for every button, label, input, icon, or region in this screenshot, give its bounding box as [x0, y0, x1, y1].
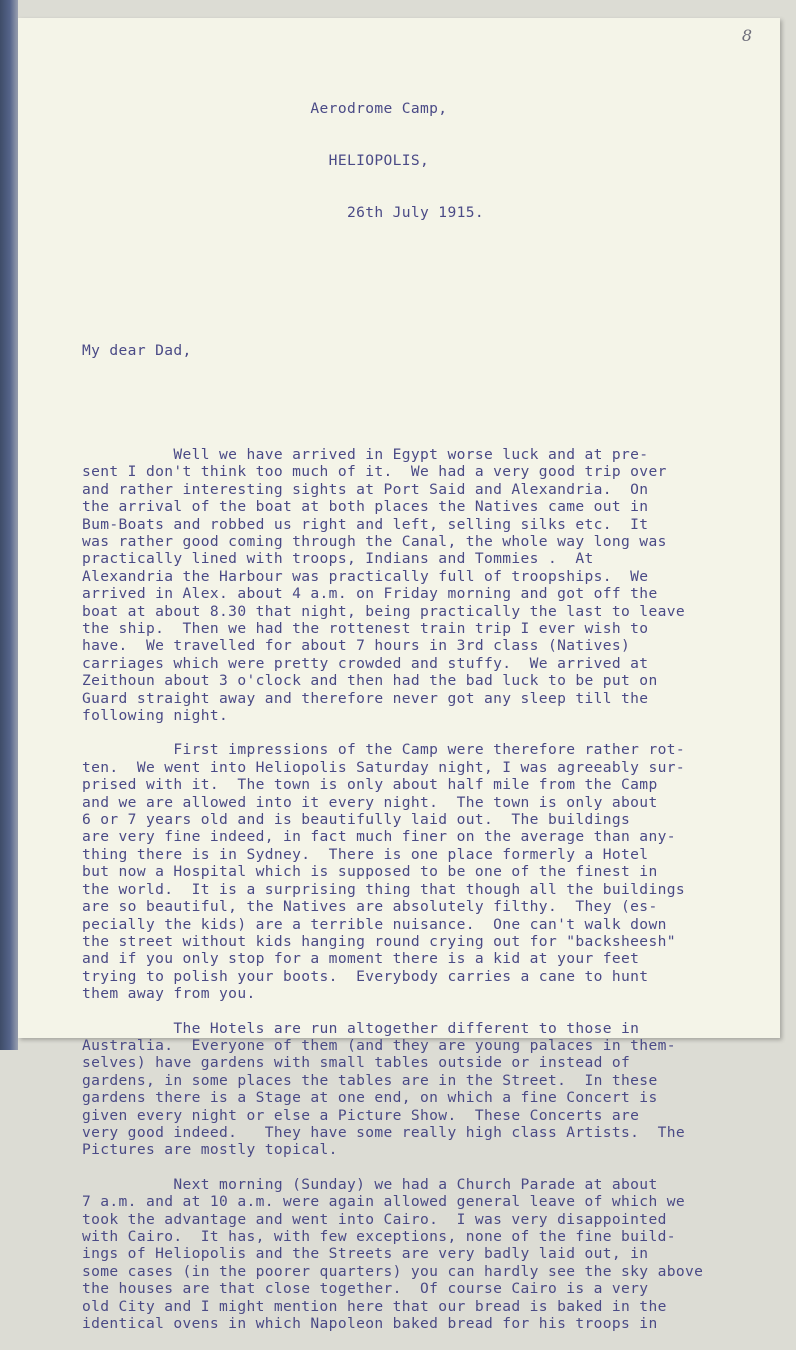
letter-line: boat at about 8.30 that night, being practically the last to leave: [82, 602, 685, 620]
letter-line: The Hotels are run altogether different to those in: [82, 1019, 640, 1037]
letter-line: the arrival of the boat at both places the Natives came out in: [82, 498, 649, 516]
book-binding-edge: [0, 0, 18, 1050]
address-line: 26th July 1915.: [82, 204, 484, 222]
letter-line: was rather good coming through the Canal, the whole way long was: [82, 532, 667, 550]
letter-line: very good indeed. They have some really high class Artists. The: [82, 1123, 685, 1141]
letter-paragraph: [82, 1020, 796, 1159]
letter-line: Pictures are mostly topical.: [82, 1141, 338, 1159]
letter-line: have. We travelled for about 7 hours in 3rd class (Natives): [82, 637, 631, 655]
letter-line: and we are allowed into it every night. The town is only about: [82, 793, 658, 811]
letter-paragraph: [82, 446, 796, 725]
letter-line: Next morning (Sunday) we had a Church Parade at about: [82, 1175, 658, 1193]
letter-line: are so beautiful, the Natives are absolutely filthy. They (es-: [82, 898, 658, 916]
letter-address: [82, 65, 796, 256]
letter-paragraph: [82, 741, 796, 1002]
letter-line: thing there is in Sydney. There is one place formerly a Hotel: [82, 845, 649, 863]
letter-line: are very fine indeed, in fact much finer on the average than any-: [82, 828, 676, 846]
letter-line: and if you only stop for a moment there is a kid at your feet: [82, 950, 640, 968]
letter-line: Bum-Boats and robbed us right and left, selling silks etc. It: [82, 515, 649, 533]
page-number: 8: [741, 26, 752, 45]
letter-line: Zeithoun about 3 o'clock and then had the bad luck to be put on: [82, 672, 658, 690]
letter-line: ings of Heliopolis and the Streets are very badly laid out, in: [82, 1245, 649, 1263]
address-line: HELIOPOLIS,: [82, 151, 430, 169]
letter-line: Alexandria the Harbour was practically full of troopships. We: [82, 567, 649, 585]
letter-line: Australia. Everyone of them (and they are young palaces in them-: [82, 1036, 676, 1054]
letter-line: given every night or else a Picture Show. These Concerts are: [82, 1106, 640, 1124]
letter-line: 6 or 7 years old and is beautifully laid out. The buildings: [82, 811, 631, 829]
letter-line: the street without kids hanging round crying out for "backsheesh": [82, 932, 676, 950]
letter-line: sent I don't think too much of it. We had a very good trip over: [82, 463, 667, 481]
letter-line: ten. We went into Heliopolis Saturday night, I was agreeably sur-: [82, 758, 685, 776]
letter-line: Guard straight away and therefore never got any sleep till the: [82, 689, 649, 707]
letter-line: them away from you.: [82, 985, 256, 1003]
typed-letter: [82, 30, 796, 1350]
letter-line: gardens, in some places the tables are in the Street. In these: [82, 1071, 658, 1089]
letter-line: with Cairo. It has, with few exceptions, none of the fine build-: [82, 1228, 676, 1245]
letter-body: [82, 446, 796, 1333]
letter-line: First impressions of the Camp were therefore rather rot-: [82, 741, 685, 759]
letter-line: trying to polish your boots. Everybody carries a cane to hunt: [82, 967, 649, 985]
letter-line: pecially the kids) are a terrible nuisance. One can't walk down: [82, 915, 667, 933]
letter-line: following night.: [82, 707, 229, 725]
letter-line: carriages which were pretty crowded and stuffy. We arrived at: [82, 654, 649, 672]
letter-line: and rather interesting sights at Port Said and Alexandria. On: [82, 480, 649, 498]
letter-line: prised with it. The town is only about half mile from the Camp: [82, 776, 658, 794]
letter-line: gardens there is a Stage at one end, on which a fine Concert is: [82, 1089, 658, 1107]
letter-line: some cases (in the poorer quarters) you can hardly see the sky above: [82, 1262, 704, 1280]
letter-line: 7 a.m. and at 10 a.m. were again allowed general leave of which we: [82, 1193, 685, 1211]
letter-line: identical ovens in which Napoleon baked bread for his troops in: [82, 1315, 658, 1333]
letter-line: Well we have arrived in Egypt worse luck and at pre-: [82, 445, 649, 463]
letter-paragraph: [82, 1176, 796, 1333]
letter-line: but now a Hospital which is supposed to be one of the finest in: [82, 863, 658, 881]
letter-line: the world. It is a surprising thing that though all the buildings: [82, 880, 685, 898]
letter-line: selves) have gardens with small tables outside or instead of: [82, 1054, 631, 1072]
letter-line: the houses are that close together. Of course Cairo is a very: [82, 1280, 649, 1298]
letter-line: the ship. Then we had the rottenest train trip I ever wish to: [82, 620, 649, 637]
letter-salutation: My dear Dad,: [82, 341, 192, 359]
letter-line: arrived in Alex. about 4 a.m. on Friday morning and got off the: [82, 585, 658, 603]
letter-line: old City and I might mention here that our bread is baked in the: [82, 1297, 667, 1315]
letter-line: took the advantage and went into Cairo. I was very disappointed: [82, 1210, 667, 1228]
letter-line: practically lined with troops, Indians and Tommies . At: [82, 550, 594, 568]
address-line: Aerodrome Camp,: [82, 99, 448, 117]
